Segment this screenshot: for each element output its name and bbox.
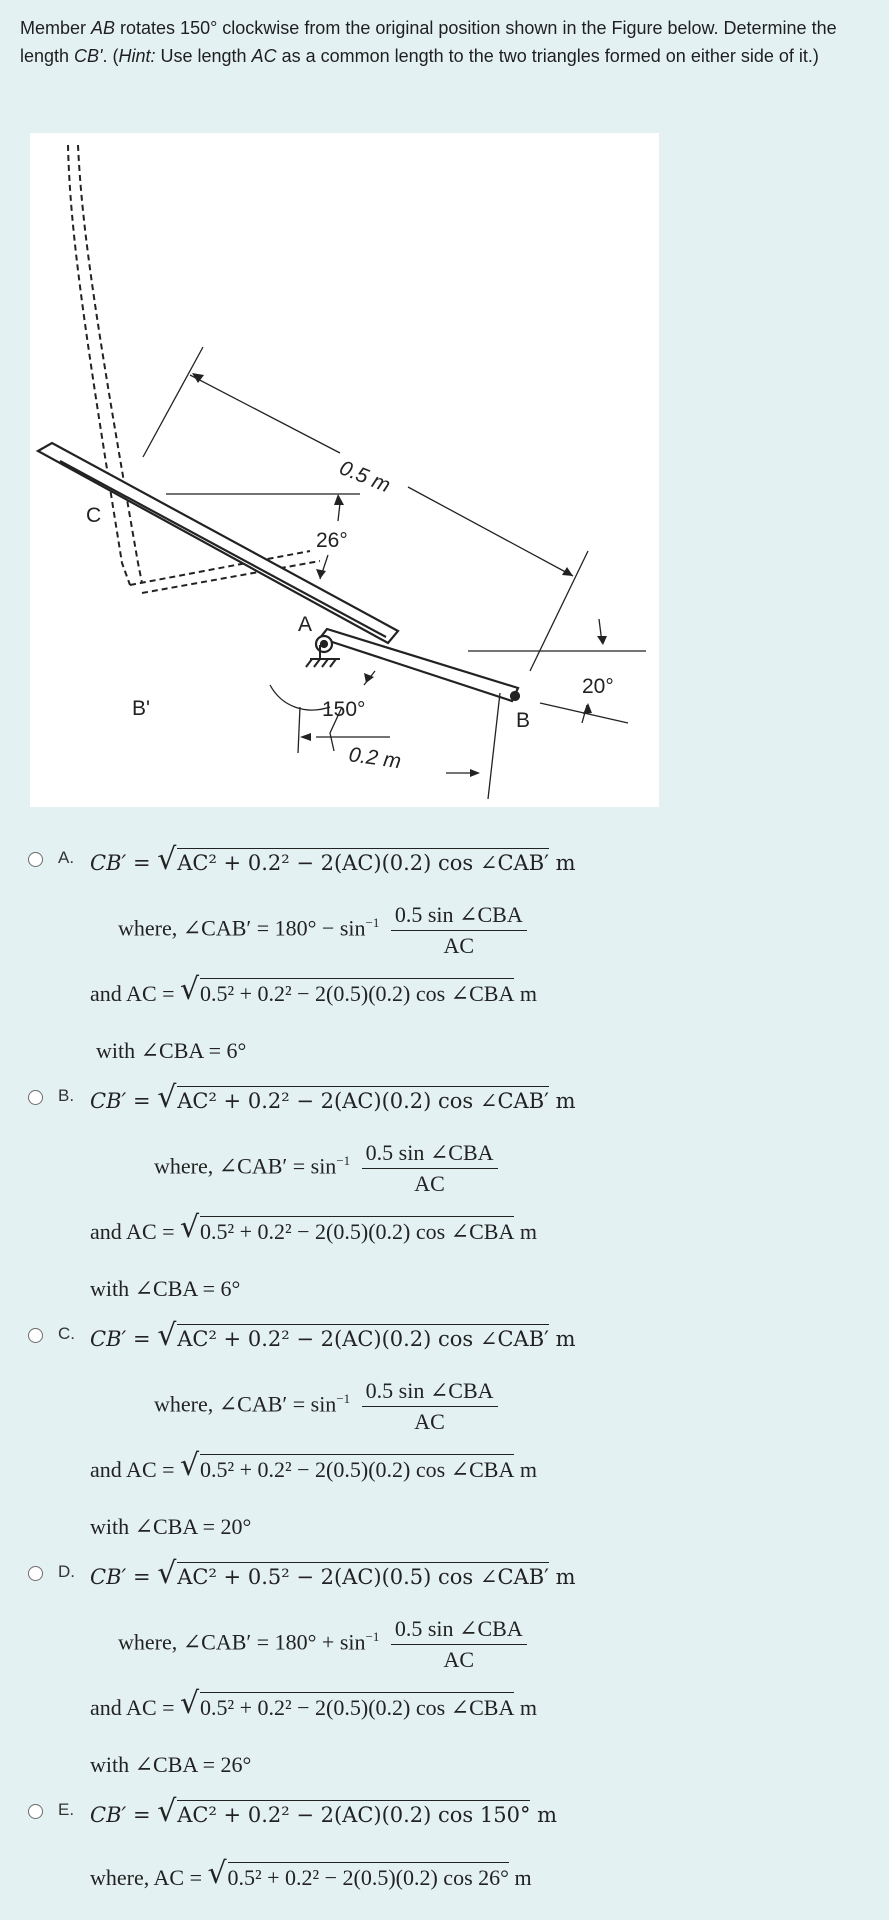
radicand: 0.5² + 0.2² − 2(0.5)(0.2) cos ∠CBA [200,1216,514,1245]
option-a[interactable] [28,842,868,1068]
question-var-ab: AB [91,18,116,38]
option-a-line3 [90,972,537,1007]
option-d-line3 [90,1686,537,1721]
question-segment: as a common length to the two triangles formed on either side of it.) [276,46,819,66]
lhs: CB′ = [90,851,151,875]
option-c-line1 [90,1318,576,1353]
option-letter: E. [58,1800,75,1819]
label-a: A [298,613,313,636]
question-var-ac: AC [251,46,277,66]
option-e-line2 [90,1856,532,1891]
radio-option-a[interactable] [28,852,43,867]
sqrt: √ AC² + 0.2² − 2(AC)(0.2) cos ∠CAB′ [157,842,549,877]
sqrt: √ AC² + 0.2² − 2(AC)(0.2) cos ∠CAB′ [157,1318,549,1353]
radicand: AC² + 0.2² − 2(AC)(0.2) cos ∠CAB′ [177,1324,549,1351]
sqrt: √ AC² + 0.2² − 2(AC)(0.2) cos ∠CAB′ [157,1080,549,1115]
unit: m [537,1803,558,1827]
question-segment: . ( [102,46,119,66]
radicand: AC² + 0.2² − 2(AC)(0.2) cos ∠CAB′ [177,848,549,875]
denominator: AC [443,1647,475,1672]
unit: m [519,1219,537,1244]
option-d-line2 [118,1616,527,1673]
angle-label-20: 20° [582,675,614,698]
option-a-line2 [118,902,527,959]
question-text [20,14,870,70]
hint-label: Hint: [118,46,156,66]
option-b-line3 [90,1210,537,1245]
question-segment: Use length [155,46,252,66]
radio-option-c[interactable] [28,1328,43,1343]
unit: m [519,1457,537,1482]
fraction [362,1140,498,1197]
option-letter: B. [58,1086,75,1105]
option-e[interactable] [28,1794,868,1910]
radicand: AC² + 0.5² − 2(AC)(0.5) cos ∠CAB′ [177,1562,549,1589]
numerator: 0.5 sin ∠CBA [391,902,527,931]
option-letter: D. [58,1562,75,1581]
expr: and AC = [90,1219,175,1244]
dim-label-0-5m: 0.5 m [336,456,394,498]
option-d-line4: with ∠CBA = 26° [90,1752,252,1777]
option-d[interactable] [28,1556,868,1782]
sup: −1 [336,1153,351,1169]
lhs: CB′ = [90,1565,151,1589]
fraction [391,1616,527,1673]
expr: and AC = [90,1695,175,1720]
expr: and AC = [90,1457,175,1482]
numerator: 0.5 sin ∠CBA [362,1140,498,1169]
radicand: 0.5² + 0.2² − 2(0.5)(0.2) cos 26° [228,1862,509,1891]
question-var-cb: CB' [74,46,103,66]
radio-option-b[interactable] [28,1090,43,1105]
expr: where, ∠CAB′ = sin [154,1391,337,1417]
numerator: 0.5 sin ∠CBA [362,1378,498,1407]
option-a-line4: with ∠CBA = 6° [96,1038,247,1063]
sup: −1 [365,1629,380,1645]
option-c[interactable] [28,1318,868,1544]
sqrt: √ AC² + 0.5² − 2(AC)(0.5) cos ∠CAB′ [157,1556,549,1591]
radicand: AC² + 0.2² − 2(AC)(0.2) cos ∠CAB′ [177,1086,549,1113]
lhs: CB′ = [90,1803,151,1827]
denominator: AC [443,933,475,958]
sup: −1 [365,915,380,931]
lhs: CB′ = [90,1089,151,1113]
option-letter: A. [58,848,75,867]
option-b-line1 [90,1080,576,1115]
radio-option-e[interactable] [28,1804,43,1819]
option-c-line2 [154,1378,498,1435]
question-segment: Member [20,18,92,38]
sqrt: √ 0.5² + 0.2² − 2(0.5)(0.2) cos 26° [207,1856,509,1891]
option-e-line1 [90,1794,558,1829]
sqrt: √ 0.5² + 0.2² − 2(0.5)(0.2) cos ∠CBA [180,1686,515,1721]
expr: where, ∠CAB′ = 180° + sin [118,1629,366,1655]
unit: m [555,1089,576,1113]
radicand: 0.5² + 0.2² − 2(0.5)(0.2) cos ∠CBA [200,1692,514,1721]
radicand: AC² + 0.2² − 2(AC)(0.2) cos 150° [177,1800,530,1827]
label-b-prime: B' [132,697,151,720]
option-b-line4: with ∠CBA = 6° [90,1276,241,1301]
radicand: 0.5² + 0.2² − 2(0.5)(0.2) cos ∠CBA [200,978,514,1007]
unit: m [555,1565,576,1589]
question-segment: rotates 150° clockwise from the original position shown in the Figure below. Determine the length [20,18,837,66]
option-letter: C. [58,1324,75,1343]
angle-label-26: 26° [316,529,348,552]
unit: m [555,851,576,875]
mechanism-figure [30,133,659,807]
sqrt: √ 0.5² + 0.2² − 2(0.5)(0.2) cos ∠CBA [180,1448,515,1483]
sup: −1 [336,1391,351,1407]
expr: where, AC = [90,1865,202,1890]
lhs: CB′ = [90,1327,151,1351]
label-b: B [516,709,531,732]
option-a-line1 [90,842,576,877]
unit: m [514,1865,532,1890]
sqrt: √ AC² + 0.2² − 2(AC)(0.2) cos 150° [157,1794,531,1829]
label-c: C [86,504,102,527]
unit: m [519,1695,537,1720]
sqrt: √ 0.5² + 0.2² − 2(0.5)(0.2) cos ∠CBA [180,1210,515,1245]
fraction [362,1378,498,1435]
expr: and AC = [90,981,175,1006]
sqrt: √ 0.5² + 0.2² − 2(0.5)(0.2) cos ∠CBA [180,972,515,1007]
option-d-line1 [90,1556,576,1591]
member-ab [316,629,519,701]
figure-drawing [30,133,659,807]
denominator: AC [414,1409,445,1434]
angle-label-150: 150° [322,698,366,721]
option-c-line4: with ∠CBA = 20° [90,1514,252,1539]
numerator: 0.5 sin ∠CBA [391,1616,527,1645]
radicand: 0.5² + 0.2² − 2(0.5)(0.2) cos ∠CBA [200,1454,514,1483]
option-b[interactable] [28,1080,868,1306]
radio-option-d[interactable] [28,1566,43,1581]
option-b-line2 [154,1140,498,1197]
expr: where, ∠CAB′ = sin [154,1153,337,1179]
dim-label-0-2m: 0.2 m [347,743,403,774]
unit: m [555,1327,576,1351]
expr: where, ∠CAB′ = 180° − sin [118,915,366,941]
denominator: AC [414,1171,445,1196]
option-c-line3 [90,1448,537,1483]
unit: m [519,981,537,1006]
dimension-arrowheads [192,373,607,777]
fraction [391,902,527,959]
